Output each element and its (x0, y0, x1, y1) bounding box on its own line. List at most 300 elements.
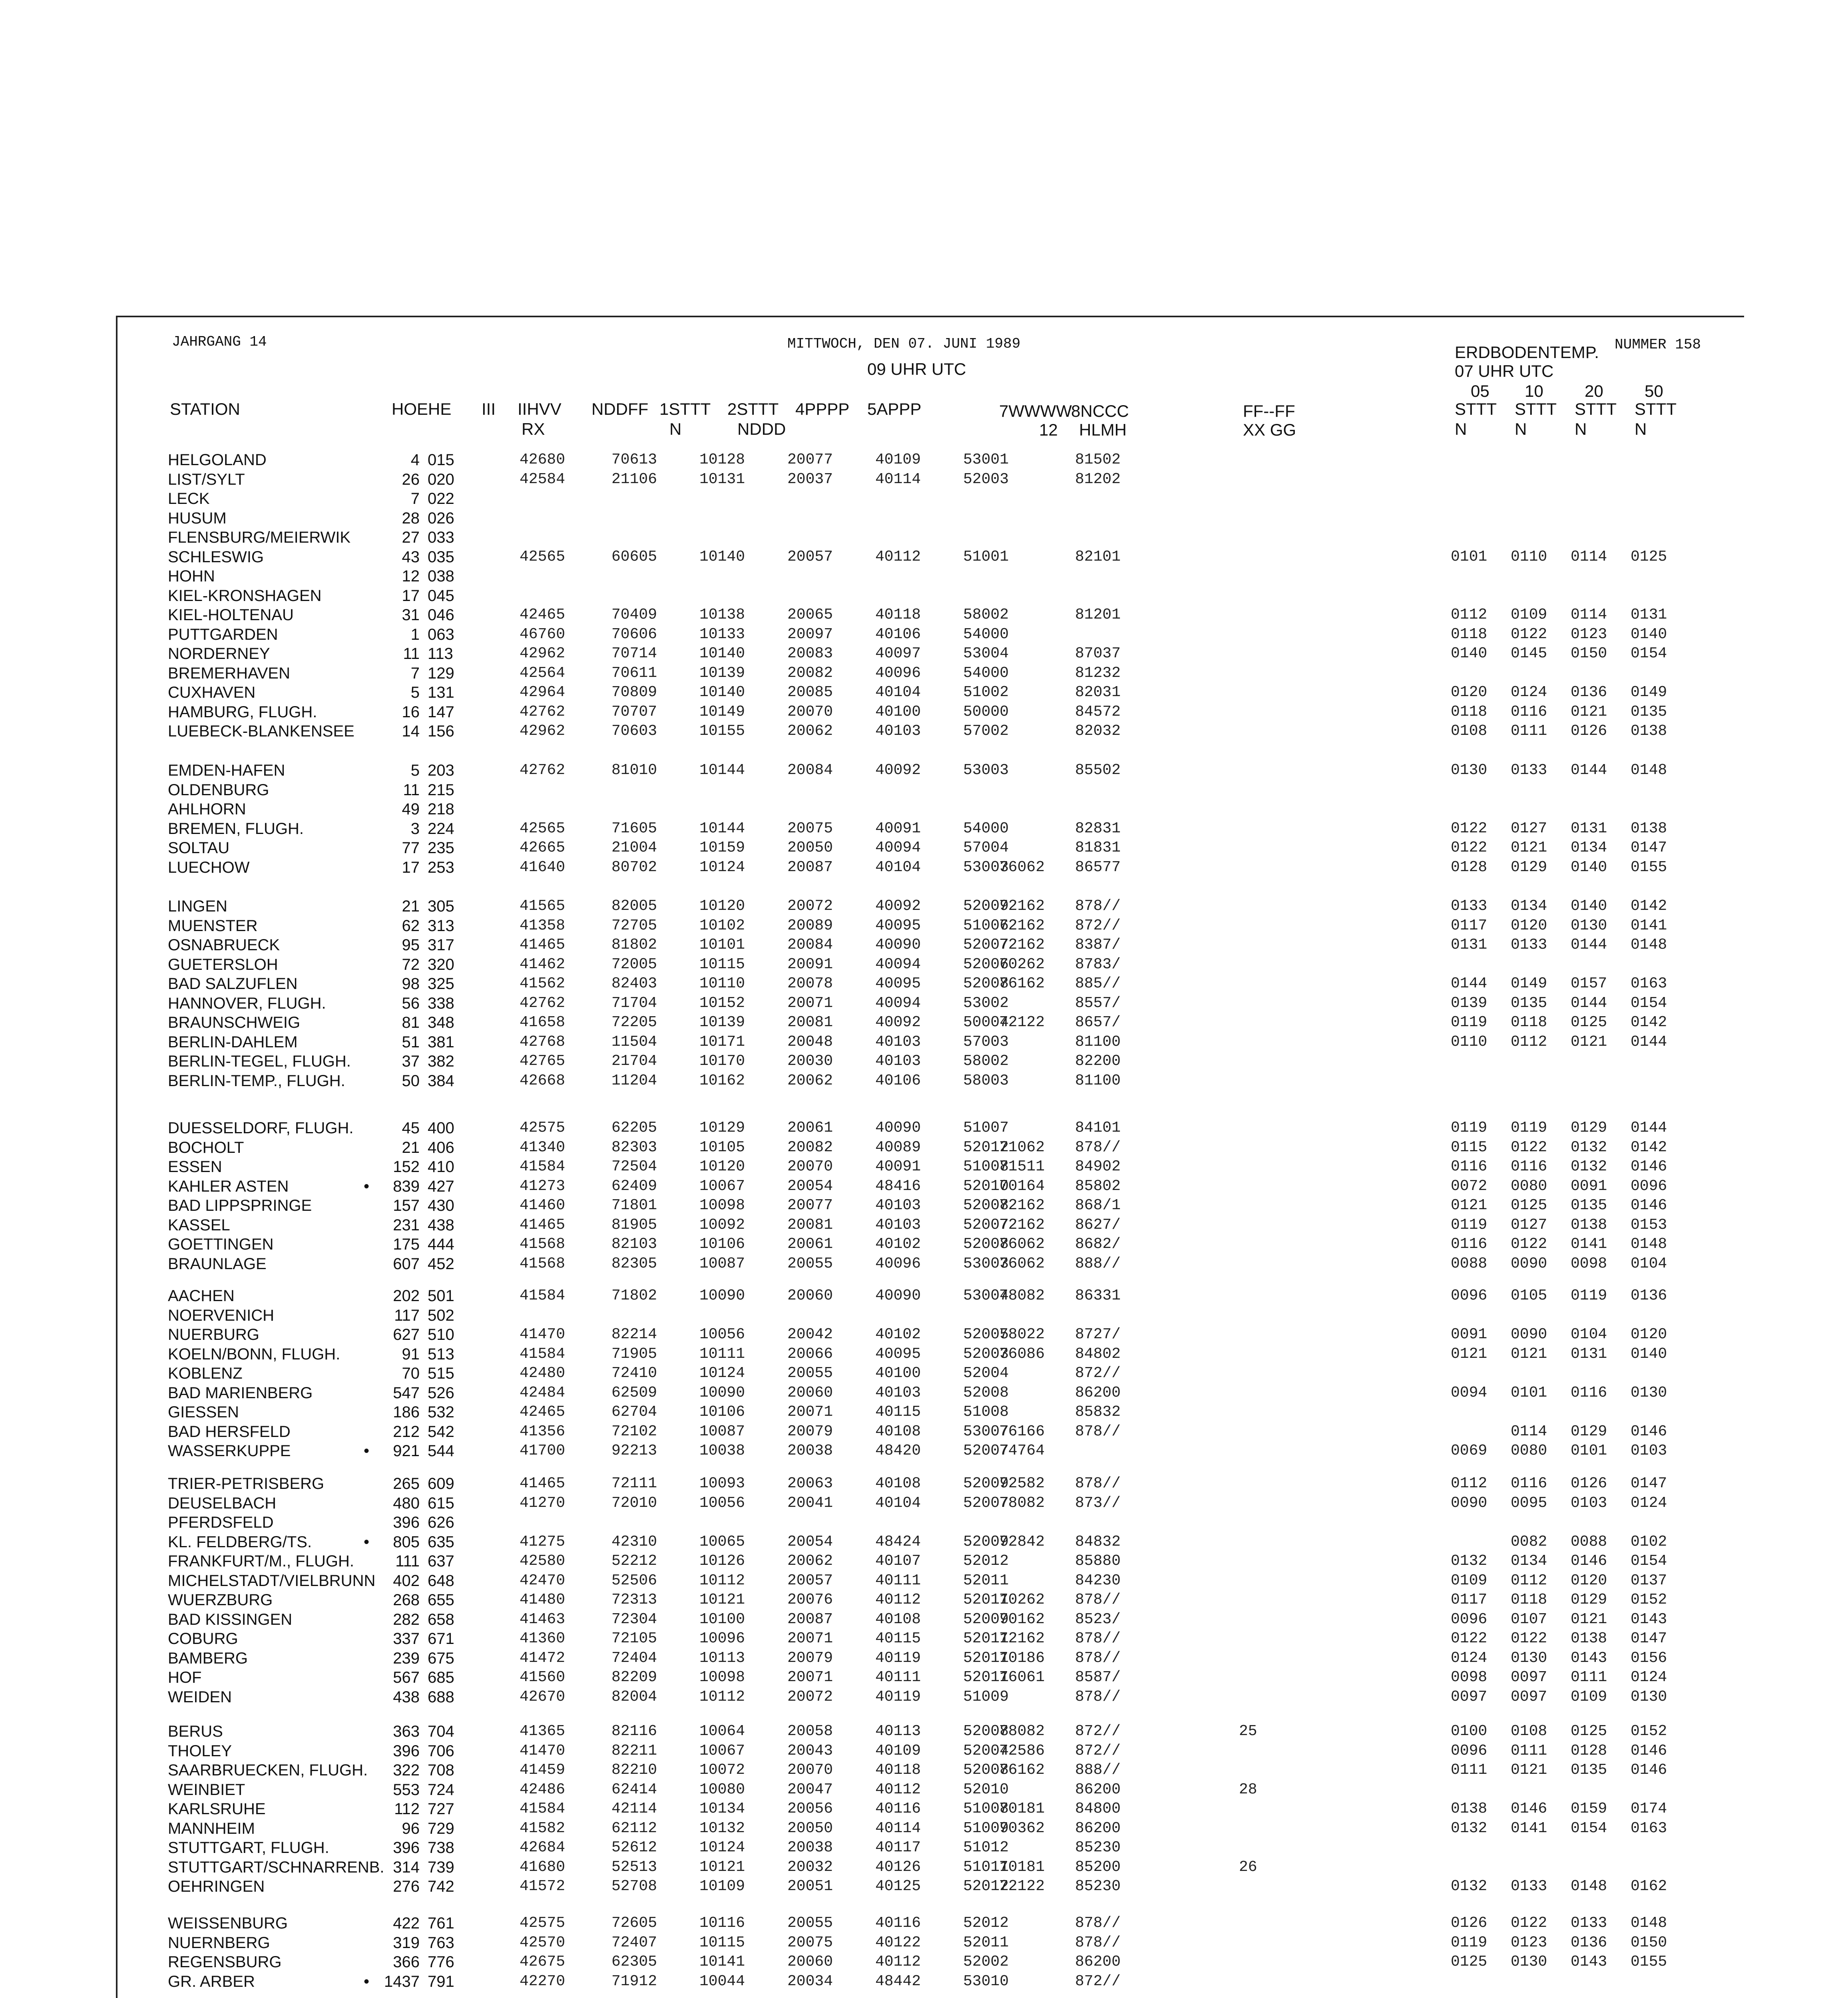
station-id: 427 (428, 1177, 454, 1195)
station-id: 609 (428, 1475, 454, 1493)
synop-group: 52011 (963, 1572, 1009, 1589)
soil-temp-value: 0126 (1451, 1914, 1488, 1932)
station-row (168, 1072, 1727, 1090)
synop-group: 10140 (699, 684, 745, 701)
synop-group: 21004 (611, 839, 657, 856)
station-row (168, 1688, 1727, 1706)
soil-temp-value: 0100 (1451, 1723, 1488, 1740)
gust-group: 26 (1239, 1858, 1257, 1876)
soil-temp-value: 0149 (1511, 975, 1547, 992)
station-id: 038 (428, 567, 454, 585)
issue-number: NUMMER 158 (1615, 336, 1701, 353)
synop-group: 20070 (787, 1761, 833, 1779)
cloud-group: 85200 (1075, 1858, 1121, 1876)
cloud-group: 84101 (1075, 1119, 1121, 1136)
station-height: 17 (402, 858, 420, 876)
cloud-group: 86200 (1075, 1384, 1121, 1401)
synop-group: 20038 (787, 1839, 833, 1856)
station-id: 706 (428, 1742, 454, 1760)
col-sttt-50: STTT (1635, 400, 1677, 418)
synop-group: 40117 (875, 1839, 921, 1856)
cloud-group: 873// (1075, 1494, 1121, 1512)
synop-group: 41340 (520, 1138, 566, 1156)
soil-temp-value: 0150 (1571, 645, 1607, 662)
station-row (168, 683, 1727, 702)
synop-group: 40112 (875, 1953, 921, 1970)
col-2sttt: 2STTT (727, 400, 779, 418)
soil-temp-value: 0114 (1511, 1423, 1547, 1440)
station-row (168, 761, 1727, 780)
soil-temp-value: 0090 (1451, 1494, 1488, 1512)
station-name: STUTTGART, FLUGH. (168, 1839, 329, 1857)
synop-group: 52009 (963, 898, 1009, 915)
synop-group: 72410 (611, 1365, 657, 1382)
synop-group: 41565 (520, 898, 566, 915)
station-row (168, 1858, 1727, 1877)
station-row (168, 800, 1727, 818)
soil-temp-value: 0129 (1511, 858, 1547, 876)
weather-group: 78082 (999, 1287, 1045, 1304)
synop-group: 10038 (699, 1442, 745, 1459)
synop-group: 10139 (699, 664, 745, 682)
soil-temp-value: 0118 (1451, 703, 1488, 720)
soil-temp-value: 0125 (1571, 1014, 1607, 1031)
soil-temp-value: 0116 (1571, 1384, 1607, 1401)
soil-temp-value: 0094 (1451, 1384, 1488, 1401)
synop-group: 52612 (611, 1839, 657, 1856)
synop-group: 54000 (963, 664, 1009, 682)
synop-group: 10098 (699, 1197, 745, 1214)
synop-group: 10112 (699, 1688, 745, 1705)
synop-group: 40109 (875, 1742, 921, 1759)
col-ff-ff: FF--FF (1243, 402, 1295, 420)
synop-group: 20030 (787, 1053, 833, 1070)
synop-group: 20070 (787, 1158, 833, 1175)
cloud-group: 85880 (1075, 1552, 1121, 1570)
synop-group: 42465 (520, 606, 566, 623)
col-nddd: NDDD (737, 420, 786, 438)
station-name: WUERZBURG (168, 1591, 273, 1609)
col-n-05: N (1455, 420, 1467, 438)
synop-group: 20087 (787, 1610, 833, 1628)
soil-temp-value: 0132 (1451, 1819, 1488, 1837)
station-row (168, 645, 1727, 663)
gust-group: 25 (1239, 1723, 1257, 1740)
synop-group: 20042 (787, 1326, 833, 1343)
soil-temp-value: 0098 (1451, 1669, 1488, 1686)
weather-group: 71511 (999, 1158, 1045, 1175)
station-row (168, 858, 1727, 877)
synop-group: 20085 (787, 684, 833, 701)
weather-group: 76086 (999, 1345, 1045, 1363)
synop-group: 41640 (520, 858, 566, 876)
soil-temp-value: 0132 (1451, 1552, 1488, 1570)
station-id: 688 (428, 1688, 454, 1706)
soil-temp-value: 0115 (1451, 1138, 1488, 1156)
synop-group: 10056 (699, 1326, 745, 1343)
station-height: 627 (393, 1326, 420, 1343)
synop-group: 42675 (520, 1953, 566, 1970)
cloud-group: 872// (1075, 1365, 1121, 1382)
soil-temp-value: 0112 (1451, 1475, 1488, 1492)
station-height: 26 (402, 470, 420, 488)
synop-group: 52011 (963, 1630, 1009, 1647)
station-row (168, 1196, 1727, 1215)
synop-group: 20057 (787, 1572, 833, 1589)
station-id: 510 (428, 1326, 454, 1343)
station-name: LUECHOW (168, 858, 250, 876)
soil-temp-value: 0116 (1451, 1158, 1488, 1175)
synop-group: 10155 (699, 722, 745, 740)
synop-group: 58002 (963, 1053, 1009, 1070)
weather-group: 70162 (999, 1610, 1045, 1628)
synop-group: 20083 (787, 645, 833, 662)
station-row (168, 1914, 1727, 1932)
synop-group: 41465 (520, 1475, 566, 1492)
station-row (168, 1494, 1727, 1512)
synop-group: 40115 (875, 1403, 921, 1421)
soil-temp-value: 0114 (1571, 548, 1607, 565)
station-height: 50 (402, 1072, 420, 1090)
synop-group: 62414 (611, 1781, 657, 1798)
synop-group: 71801 (611, 1197, 657, 1214)
station-row (168, 1216, 1727, 1234)
synop-group: 42765 (520, 1053, 566, 1070)
station-row (168, 509, 1727, 527)
report-time: 09 UHR UTC (867, 360, 966, 378)
station-row (168, 994, 1727, 1013)
synop-group: 53002 (963, 994, 1009, 1012)
soil-temp-value: 0124 (1631, 1669, 1667, 1686)
station-name: BREMERHAVEN (168, 664, 290, 682)
station-row (168, 625, 1727, 644)
weather-group: 70181 (999, 1800, 1045, 1817)
station-id: 452 (428, 1255, 454, 1273)
soil-temp-value: 0111 (1571, 1669, 1607, 1686)
synop-group: 10126 (699, 1552, 745, 1570)
station-id: 438 (428, 1216, 454, 1234)
col-5appp: 5APPP (867, 400, 922, 418)
synop-group: 54000 (963, 625, 1009, 643)
cloud-group: 85502 (1075, 762, 1121, 779)
station-name: ESSEN (168, 1158, 222, 1176)
synop-group: 51011 (963, 1858, 1009, 1876)
col-7wwww-12: 12 (1039, 420, 1058, 439)
synop-group: 52008 (963, 975, 1009, 992)
station-row (168, 1119, 1727, 1137)
mountain-station-marker: • (364, 1533, 370, 1551)
station-row (168, 1572, 1727, 1590)
soil-temp-value: 0154 (1631, 1552, 1667, 1570)
weather-group: 70164 (999, 1177, 1045, 1195)
cloud-group: 84832 (1075, 1533, 1121, 1550)
station-id: 026 (428, 509, 454, 527)
station-id: 658 (428, 1610, 454, 1628)
station-row (168, 1158, 1727, 1176)
cloud-group: 81202 (1075, 470, 1121, 488)
station-row (168, 1877, 1727, 1896)
soil-temp-value: 0080 (1511, 1442, 1547, 1459)
soil-temp-value: 0107 (1511, 1610, 1547, 1628)
synop-group: 40125 (875, 1878, 921, 1895)
synop-group: 20079 (787, 1649, 833, 1667)
station-row (168, 1325, 1727, 1344)
station-height: 268 (393, 1591, 420, 1609)
synop-group: 20056 (787, 1800, 833, 1817)
station-name: CUXHAVEN (168, 684, 256, 701)
synop-group: 40107 (875, 1552, 921, 1570)
synop-group: 48442 (875, 1972, 921, 1990)
cloud-group: 81100 (1075, 1033, 1121, 1051)
station-height: 45 (402, 1119, 420, 1137)
synop-group: 40103 (875, 1053, 921, 1070)
station-height: 239 (393, 1649, 420, 1667)
synop-group: 53010 (963, 1972, 1009, 1990)
synop-group: 52009 (963, 1475, 1009, 1492)
synop-group: 52002 (963, 1953, 1009, 1970)
station-name: BERUS (168, 1723, 223, 1740)
synop-group: 72111 (611, 1475, 657, 1492)
cloud-group: 878// (1075, 1475, 1121, 1492)
synop-group: 81905 (611, 1216, 657, 1234)
synop-group: 41465 (520, 1216, 566, 1234)
weather-group: 72162 (999, 898, 1045, 915)
synop-group: 42768 (520, 1033, 566, 1051)
cloud-group: 85230 (1075, 1878, 1121, 1895)
soil-temp-value: 0127 (1511, 1216, 1547, 1234)
cloud-group: 885// (1075, 975, 1121, 992)
col-station: STATION (170, 400, 240, 418)
synop-group: 41572 (520, 1878, 566, 1895)
cloud-group: 878// (1075, 1138, 1121, 1156)
soil-temp-value: 0118 (1511, 1591, 1547, 1608)
synop-group: 70613 (611, 451, 657, 468)
synop-group: 40116 (875, 1800, 921, 1817)
synop-group: 50004 (963, 1014, 1009, 1031)
col-8nccc: 8NCCC (1071, 402, 1129, 420)
station-name: KOBLENZ (168, 1365, 243, 1382)
soil-temp-value: 0126 (1571, 722, 1607, 740)
station-height: 37 (402, 1053, 420, 1070)
cloud-group: 82032 (1075, 722, 1121, 740)
gust-group: 28 (1239, 1781, 1257, 1798)
synop-group: 20038 (787, 1442, 833, 1459)
soil-temp-value: 0146 (1571, 1552, 1607, 1570)
station-row (168, 548, 1727, 566)
soil-temp-value: 0117 (1451, 917, 1488, 934)
soil-temp-value: 0146 (1631, 1742, 1667, 1759)
weather-group: 78082 (999, 1723, 1045, 1740)
synop-group: 52012 (963, 1138, 1009, 1156)
weather-group: 72162 (999, 1216, 1045, 1234)
station-height: 111 (395, 1552, 420, 1570)
soil-temp-value: 0130 (1631, 1384, 1667, 1401)
synop-group: 10152 (699, 994, 745, 1012)
col-hoehe: HOEHE (392, 400, 452, 418)
station-height: 1 (410, 625, 420, 643)
synop-group: 40112 (875, 548, 921, 565)
station-height: 396 (393, 1514, 420, 1531)
synop-group: 40112 (875, 1591, 921, 1608)
station-id: 675 (428, 1649, 454, 1667)
synop-group: 72705 (611, 917, 657, 934)
synop-group: 42668 (520, 1072, 566, 1089)
synop-group: 20054 (787, 1533, 833, 1550)
station-row (168, 1668, 1727, 1687)
synop-group: 40119 (875, 1688, 921, 1705)
station-name: GOETTINGEN (168, 1236, 274, 1253)
station-height: 112 (394, 1800, 420, 1818)
col-sttt-05: STTT (1455, 400, 1497, 418)
synop-group: 10134 (699, 1800, 745, 1817)
synop-group: 10111 (699, 1345, 745, 1363)
soil-temp-value: 0080 (1511, 1177, 1547, 1195)
soil-temp-value: 0119 (1451, 1014, 1488, 1031)
soil-temp-value: 0149 (1631, 684, 1667, 701)
synop-group: 62409 (611, 1177, 657, 1195)
synop-group: 82303 (611, 1138, 657, 1156)
synop-group: 52007 (963, 936, 1009, 953)
station-name: KIEL-HOLTENAU (168, 606, 294, 624)
depth-05: 05 (1471, 382, 1490, 400)
station-row (168, 1255, 1727, 1273)
synop-group: 72605 (611, 1914, 657, 1932)
station-name: MUENSTER (168, 917, 258, 935)
synop-group: 42584 (520, 470, 566, 488)
station-row (168, 839, 1727, 857)
station-id: 513 (428, 1345, 454, 1363)
station-row (168, 1384, 1727, 1402)
synop-group: 20054 (787, 1177, 833, 1195)
synop-group: 40096 (875, 664, 921, 682)
synop-group: 42310 (611, 1533, 657, 1550)
soil-temp-value: 0131 (1631, 606, 1667, 623)
soil-temp-value: 0141 (1571, 1236, 1607, 1253)
synop-group: 41360 (520, 1630, 566, 1647)
synop-group: 40115 (875, 1630, 921, 1647)
station-name: MICHELSTADT/VIELBRUNN (168, 1572, 376, 1590)
station-height: 5 (410, 762, 420, 779)
station-name: GR. ARBER (168, 1972, 255, 1990)
synop-group: 54000 (963, 820, 1009, 837)
synop-group: 71905 (611, 1345, 657, 1363)
synop-group: 51008 (963, 1403, 1009, 1421)
soil-temp-value: 0111 (1451, 1761, 1488, 1779)
synop-group: 82004 (611, 1688, 657, 1705)
soil-temp-value: 0097 (1511, 1669, 1547, 1686)
station-row (168, 1033, 1727, 1051)
synop-group: 70707 (611, 703, 657, 720)
station-name: WEISSENBURG (168, 1914, 288, 1932)
synop-group: 70714 (611, 645, 657, 662)
station-id: 776 (428, 1953, 454, 1971)
cloud-group: 84902 (1075, 1158, 1121, 1175)
soil-temp-value: 0146 (1511, 1800, 1547, 1817)
station-name: NOERVENICH (168, 1306, 274, 1324)
synop-group: 41582 (520, 1819, 566, 1837)
synop-group: 10106 (699, 1403, 745, 1421)
station-height: 202 (393, 1287, 420, 1305)
synop-group: 41584 (520, 1800, 566, 1817)
station-height: 152 (393, 1158, 420, 1176)
soil-temp-value: 0117 (1451, 1591, 1488, 1608)
station-height: 17 (402, 587, 420, 605)
cloud-group: 878// (1075, 1649, 1121, 1667)
station-id: 791 (428, 1972, 454, 1990)
mountain-station-marker: • (364, 1442, 370, 1460)
weather-group: 78082 (999, 1494, 1045, 1512)
synop-group: 20057 (787, 548, 833, 565)
synop-group: 51001 (963, 548, 1009, 565)
station-id: 763 (428, 1934, 454, 1952)
cloud-group: 86331 (1075, 1287, 1121, 1304)
soil-temp-value: 0138 (1631, 820, 1667, 837)
cloud-group: 84230 (1075, 1572, 1121, 1589)
station-name: BERLIN-DAHLEM (168, 1033, 298, 1051)
station-row (168, 1306, 1727, 1325)
cloud-group: 82200 (1075, 1053, 1121, 1070)
synop-group: 70809 (611, 684, 657, 701)
cloud-group: 8682/ (1075, 1236, 1121, 1253)
station-name: DUESSELDORF, FLUGH. (168, 1119, 354, 1137)
synop-group: 70611 (611, 664, 657, 682)
soil-temp-value: 0131 (1571, 1345, 1607, 1363)
station-name: GUETERSLOH (168, 955, 278, 973)
synop-group: 51006 (963, 917, 1009, 934)
soil-temp-value: 0135 (1571, 1761, 1607, 1779)
synop-group: 82005 (611, 898, 657, 915)
soil-temp-value: 0122 (1511, 1630, 1547, 1647)
soil-temp-value: 0119 (1451, 1119, 1488, 1136)
synop-group: 40103 (875, 1197, 921, 1214)
station-name: PFERDSFELD (168, 1514, 274, 1531)
station-row (168, 1423, 1727, 1441)
station-height: 31 (402, 606, 420, 624)
synop-group: 70409 (611, 606, 657, 623)
synop-group: 42665 (520, 839, 566, 856)
synop-group: 40119 (875, 1649, 921, 1667)
synop-group: 20071 (787, 994, 833, 1012)
station-height: 396 (393, 1839, 420, 1857)
synop-group: 41463 (520, 1610, 566, 1628)
station-height: 70 (402, 1365, 420, 1382)
synop-group: 20037 (787, 470, 833, 488)
station-name: HOF (168, 1669, 202, 1686)
synop-group: 41459 (520, 1761, 566, 1779)
soil-temp-value: 0120 (1571, 1572, 1607, 1589)
station-id: 338 (428, 994, 454, 1012)
synop-group: 40104 (875, 1494, 921, 1512)
soil-temp-value: 0139 (1451, 994, 1488, 1012)
synop-group: 52011 (963, 1669, 1009, 1686)
soil-temp-value: 0116 (1511, 1475, 1547, 1492)
soil-temp-value: 0121 (1571, 1610, 1607, 1628)
synop-group: 41584 (520, 1287, 566, 1304)
synop-group: 53004 (963, 645, 1009, 662)
soil-temp-value: 0136 (1571, 1934, 1607, 1951)
cloud-group: 878// (1075, 1423, 1121, 1440)
soil-temp-value: 0132 (1451, 1878, 1488, 1895)
station-row (168, 1533, 1727, 1551)
synop-group: 10128 (699, 451, 745, 468)
soil-temp-value: 0096 (1451, 1287, 1488, 1304)
station-height: 438 (393, 1688, 420, 1706)
synop-group: 50000 (963, 703, 1009, 720)
synop-group: 10112 (699, 1572, 745, 1589)
synop-group: 62305 (611, 1953, 657, 1970)
synop-group: 20062 (787, 1072, 833, 1089)
soil-temp-value: 0136 (1571, 684, 1607, 701)
